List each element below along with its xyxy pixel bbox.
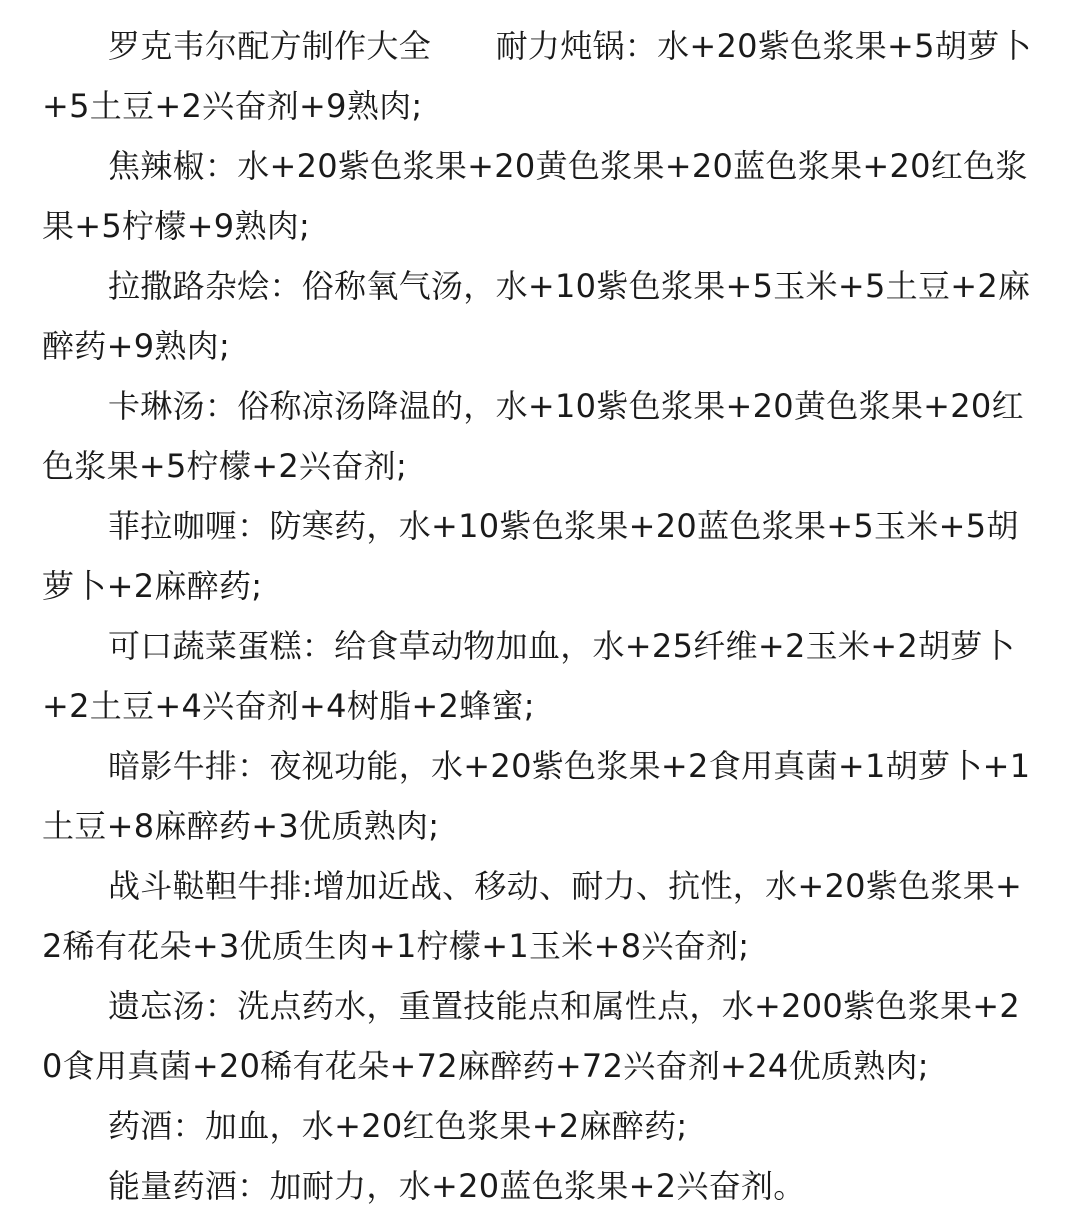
recipe-paragraph-veggie-cake: 可口蔬菜蛋糕：给食草动物加血，水+25纤维+2玉米+2胡萝卜+2土豆+4兴奋剂+4树脂+2蜂蜜; bbox=[42, 627, 1015, 725]
recipe-paragraph-mindwipe-tonic: 遗忘汤：洗点药水，重置技能点和属性点，水+200紫色浆果+20食用真菌+20稀有花朵+72麻醉药+72兴奋剂+24优质熟肉; bbox=[42, 987, 1021, 1085]
recipe-paragraph-shadow-steak: 暗影牛排：夜视功能，水+20紫色浆果+2食用真菌+1胡萝卜+1土豆+8麻醉药+3优质熟肉; bbox=[42, 747, 1031, 845]
recipe-paragraph-fria-curry: 菲拉咖喱：防寒药，水+10紫色浆果+20蓝色浆果+5玉米+5胡萝卜+2麻醉药; bbox=[42, 507, 1019, 605]
recipe-paragraph-battle-tartare: 战斗鞑靼牛排:增加近战、移动、耐力、抗性，水+20紫色浆果+2稀有花朵+3优质生肉+1柠檬+1玉米+8兴奋剂; bbox=[42, 867, 1023, 965]
recipe-paragraph-energy-brew: 能量药酒：加耐力，水+20蓝色浆果+2兴奋剂。 bbox=[108, 1167, 806, 1205]
recipe-paragraph-medical-brew: 药酒：加血，水+20红色浆果+2麻醉药; bbox=[108, 1107, 688, 1145]
recipe-article bbox=[42, 16, 1038, 1216]
recipe-paragraph-fria-pepper: 焦辣椒：水+20紫色浆果+20黄色浆果+20蓝色浆果+20红色浆果+5柠檬+9熟肉; bbox=[42, 147, 1028, 245]
recipe-paragraph-stamina-stew: 罗克韦尔配方制作大全 耐力炖锅：水+20紫色浆果+5胡萝卜+5土豆+2兴奋剂+9熟肉; bbox=[42, 27, 1032, 125]
recipe-paragraph-calien-soup: 卡琳汤：俗称凉汤降温的，水+10紫色浆果+20黄色浆果+20红色浆果+5柠檬+2兴奋剂; bbox=[42, 387, 1024, 485]
recipe-paragraph-lazarus-chowder: 拉撒路杂烩：俗称氧气汤，水+10紫色浆果+5玉米+5土豆+2麻醉药+9熟肉; bbox=[42, 267, 1031, 365]
